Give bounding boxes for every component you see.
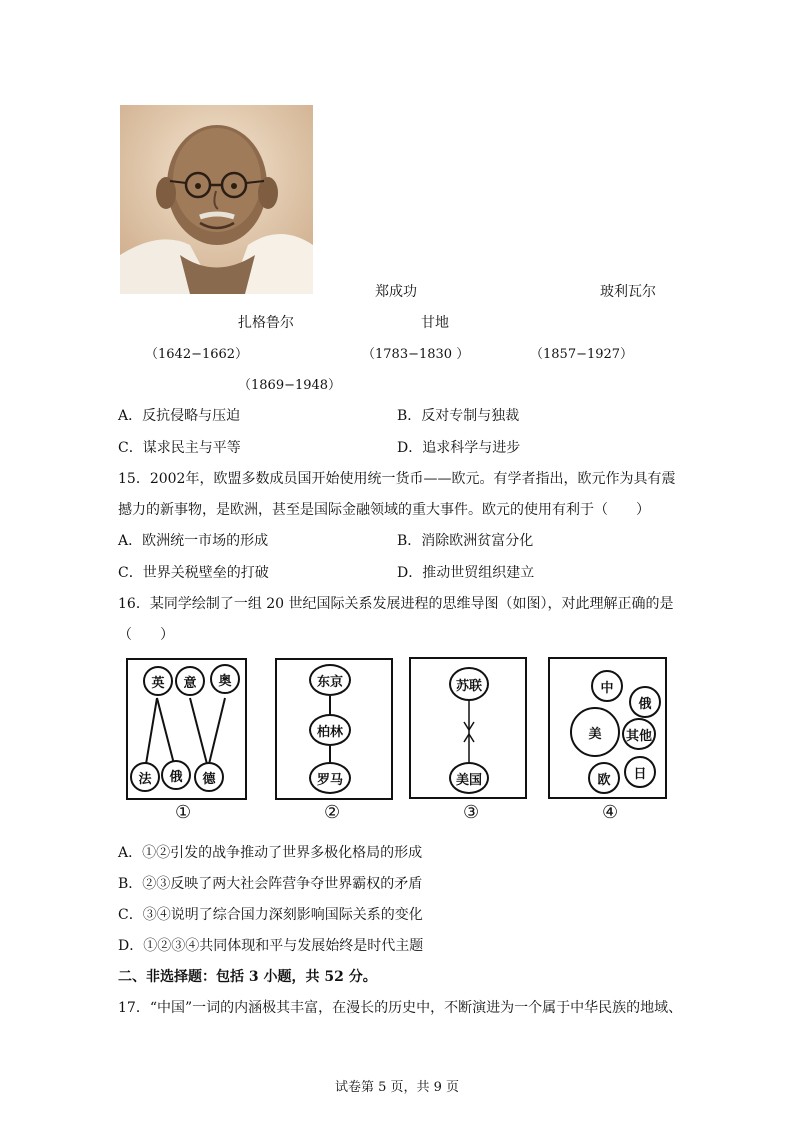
q17-stem-line1: 17．“中国”一词的内涵极其丰富，在漫长的历史中，不断演进为一个属于中华民族的地域、 bbox=[118, 1000, 683, 1016]
page-footer: 试卷第 5 页，共 9 页 bbox=[334, 1080, 460, 1095]
diagram-4-node-china: 中 bbox=[591, 670, 623, 702]
q14-option-b: B．反对专制与独裁 bbox=[397, 408, 520, 424]
years-gandhi: （1869−1948） bbox=[238, 378, 342, 393]
q15-option-b: B．消除欧洲贫富分化 bbox=[397, 533, 534, 549]
q15-option-d: D．推动世贸组织建立 bbox=[397, 565, 535, 581]
diagram-4-node-usa: 美 bbox=[570, 707, 620, 757]
section-2-heading: 二、非选择题：包括 3 小题，共 52 分。 bbox=[118, 969, 377, 985]
q15-option-c: C．世界关税壁垒的打破 bbox=[118, 565, 269, 581]
diagram-3-number: ③ bbox=[463, 802, 480, 823]
name-gandhi: 甘地 bbox=[421, 315, 449, 331]
q15-stem-line1: 15．2002年，欧盟多数成员国开始使用统一货币——欧元。有学者指出，欧元作为具有震 bbox=[118, 471, 676, 487]
diagram-1-node-germany: 德 bbox=[194, 762, 224, 792]
diagram-4-node-europe: 欧 bbox=[588, 762, 620, 794]
diagram-1-node-italy: 意 bbox=[175, 666, 205, 696]
q16-option-a: A．①②引发的战争推动了世界多极化格局的形成 bbox=[118, 845, 423, 861]
diagram-2-number: ② bbox=[324, 802, 341, 823]
q15-option-a: A．欧洲统一市场的形成 bbox=[118, 533, 269, 549]
diagram-3-node-usa: 美国 bbox=[449, 762, 489, 794]
name-bolivar: 玻利瓦尔 bbox=[600, 284, 656, 300]
name-zheng-chenggong: 郑成功 bbox=[375, 284, 417, 300]
diagram-1-number: ① bbox=[175, 802, 192, 823]
diagram-3-node-soviet-union: 苏联 bbox=[449, 667, 489, 701]
q16-stem-line2: （ ） bbox=[118, 627, 174, 643]
diagram-2-node-tokyo: 东京 bbox=[309, 664, 351, 696]
q14-option-c: C．谋求民主与平等 bbox=[118, 440, 241, 456]
q14-option-d: D．追求科学与进步 bbox=[397, 440, 521, 456]
q15-stem-line2: 撼力的新事物，是欧洲，甚至是国际金融领域的重大事件。欧元的使用有利于（ ） bbox=[118, 502, 650, 518]
diagram-4-node-others: 其他 bbox=[622, 718, 656, 750]
q16-option-b: B．②③反映了两大社会阵营争夺世界霸权的矛盾 bbox=[118, 876, 423, 892]
years-bolivar: （1783−1830 ） bbox=[362, 347, 470, 362]
name-zaglul: 扎格鲁尔 bbox=[238, 315, 294, 331]
diagram-2-node-rome: 罗马 bbox=[309, 762, 351, 794]
q16-option-d: D．①②③④共同体现和平与发展始终是时代主题 bbox=[118, 938, 424, 954]
diagram-1-node-france: 法 bbox=[130, 762, 160, 792]
diagram-4-number: ④ bbox=[602, 802, 619, 823]
diagram-1-node-russia: 俄 bbox=[161, 760, 191, 790]
diagram-2-node-berlin: 柏林 bbox=[309, 714, 351, 746]
years-zaglul: （1857−1927） bbox=[530, 347, 634, 362]
q14-option-a: A．反抗侵略与压迫 bbox=[118, 408, 241, 424]
q16-option-c: C．③④说明了综合国力深刻影响国际关系的变化 bbox=[118, 907, 423, 923]
diagram-1-node-austria: 奥 bbox=[210, 664, 240, 694]
q16-stem-line1: 16．某同学绘制了一组 20 世纪国际关系发展进程的思维导图（如图），对此理解正确的是 bbox=[118, 596, 674, 612]
diagram-4-node-japan: 日 bbox=[624, 756, 656, 788]
diagram-4-node-russia: 俄 bbox=[629, 686, 661, 718]
years-zheng: （1642−1662） bbox=[145, 347, 249, 362]
diagram-1-node-britain: 英 bbox=[143, 666, 173, 696]
